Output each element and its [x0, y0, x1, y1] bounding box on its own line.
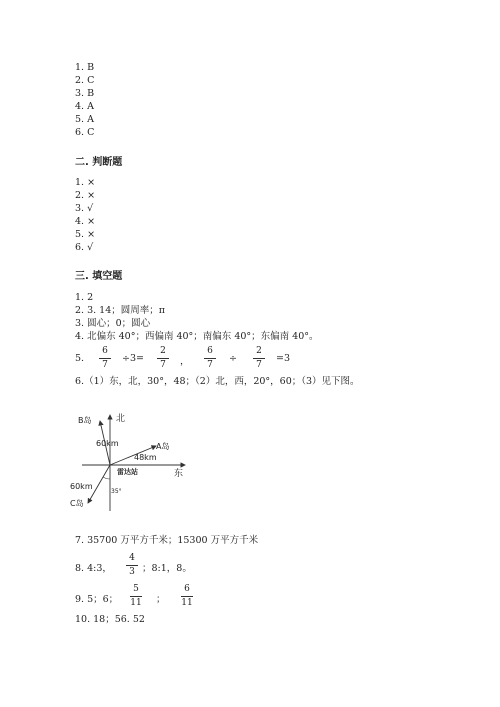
fill-5-prefix: 5.: [75, 353, 85, 364]
denominator: 7: [102, 360, 108, 370]
fraction: [202, 346, 218, 371]
judge-4: 4. ×: [75, 216, 96, 227]
fill-8-prefix: 8. 4:3，: [75, 563, 112, 574]
c-distance-label: 60km: [70, 482, 93, 491]
east-label: 东: [174, 469, 184, 479]
judge-1: 1. ×: [75, 177, 96, 188]
fill-4: 4. 北偏东 40°；西偏南 40°；南偏东 40°；东偏南 40°。: [75, 331, 319, 342]
fill-3: 3. 圆心；0；圆心: [75, 318, 151, 329]
station-label: 雷达站: [117, 468, 138, 476]
angle-arc: [103, 477, 110, 479]
answer-6: 6. C: [75, 127, 95, 138]
north-label: 北: [116, 414, 126, 424]
angle-label: 35°: [111, 488, 122, 495]
denominator: 11: [130, 598, 142, 608]
fill-9-prefix: 9. 5；6；: [75, 594, 119, 605]
answer-5: 5. A: [75, 114, 94, 125]
radar-direction-diagram: [70, 405, 200, 515]
fraction: [179, 584, 195, 609]
denominator: 3: [129, 567, 135, 577]
numerator: 2: [256, 346, 262, 356]
fraction: [251, 346, 267, 371]
denominator: 7: [256, 360, 262, 370]
section-3-title: 三. 填空题: [75, 271, 123, 282]
answer-2: 2. C: [75, 75, 95, 86]
numerator: 6: [207, 346, 213, 356]
fraction: [124, 553, 140, 578]
judge-2: 2. ×: [75, 190, 96, 201]
fill-5-op1: ÷3=: [122, 353, 144, 364]
fill-6: 6.（1）东，北，30°，48；（2）北，西，20°，60；（3）见下图。: [75, 376, 360, 387]
fill-2: 2. 3. 14；圆周率；π: [75, 305, 165, 316]
fill-5-comma: ，: [180, 356, 190, 367]
numerator: 5: [133, 584, 139, 594]
section-2-title: 二. 判断题: [75, 157, 123, 168]
answer-1: 1. B: [75, 62, 95, 73]
fill-10: 10. 18；56. 52: [75, 614, 145, 625]
numerator: 4: [129, 553, 135, 563]
answer-4: 4. A: [75, 101, 94, 112]
denominator: 7: [207, 360, 213, 370]
b-island-label: B岛: [78, 416, 92, 425]
fill-5-op2: ÷: [229, 353, 237, 364]
fill-9-sep: ；: [156, 594, 166, 605]
denominator: 7: [160, 360, 166, 370]
fill-8-suffix: ；8:1，8。: [142, 563, 192, 574]
fill-1: 1. 2: [75, 292, 94, 303]
fraction: [97, 346, 113, 371]
judge-3: 3. √: [75, 203, 94, 214]
fraction: [155, 346, 171, 371]
answer-3: 3. B: [75, 88, 95, 99]
denominator: 11: [181, 598, 193, 608]
numerator: 2: [160, 346, 166, 356]
a-island-label: A岛: [156, 442, 170, 451]
b-distance-label: 60km: [96, 439, 119, 448]
numerator: 6: [102, 346, 108, 356]
c-island-label: C岛: [70, 499, 84, 508]
a-distance-label: 48km: [134, 453, 157, 462]
fraction: [128, 584, 144, 609]
fill-7: 7. 35700 万平方千米；15300 万平方千米: [75, 535, 259, 546]
numerator: 6: [184, 584, 190, 594]
judge-6: 6. √: [75, 242, 94, 253]
judge-5: 5. ×: [75, 229, 96, 240]
fill-5-result: =3: [276, 353, 291, 364]
